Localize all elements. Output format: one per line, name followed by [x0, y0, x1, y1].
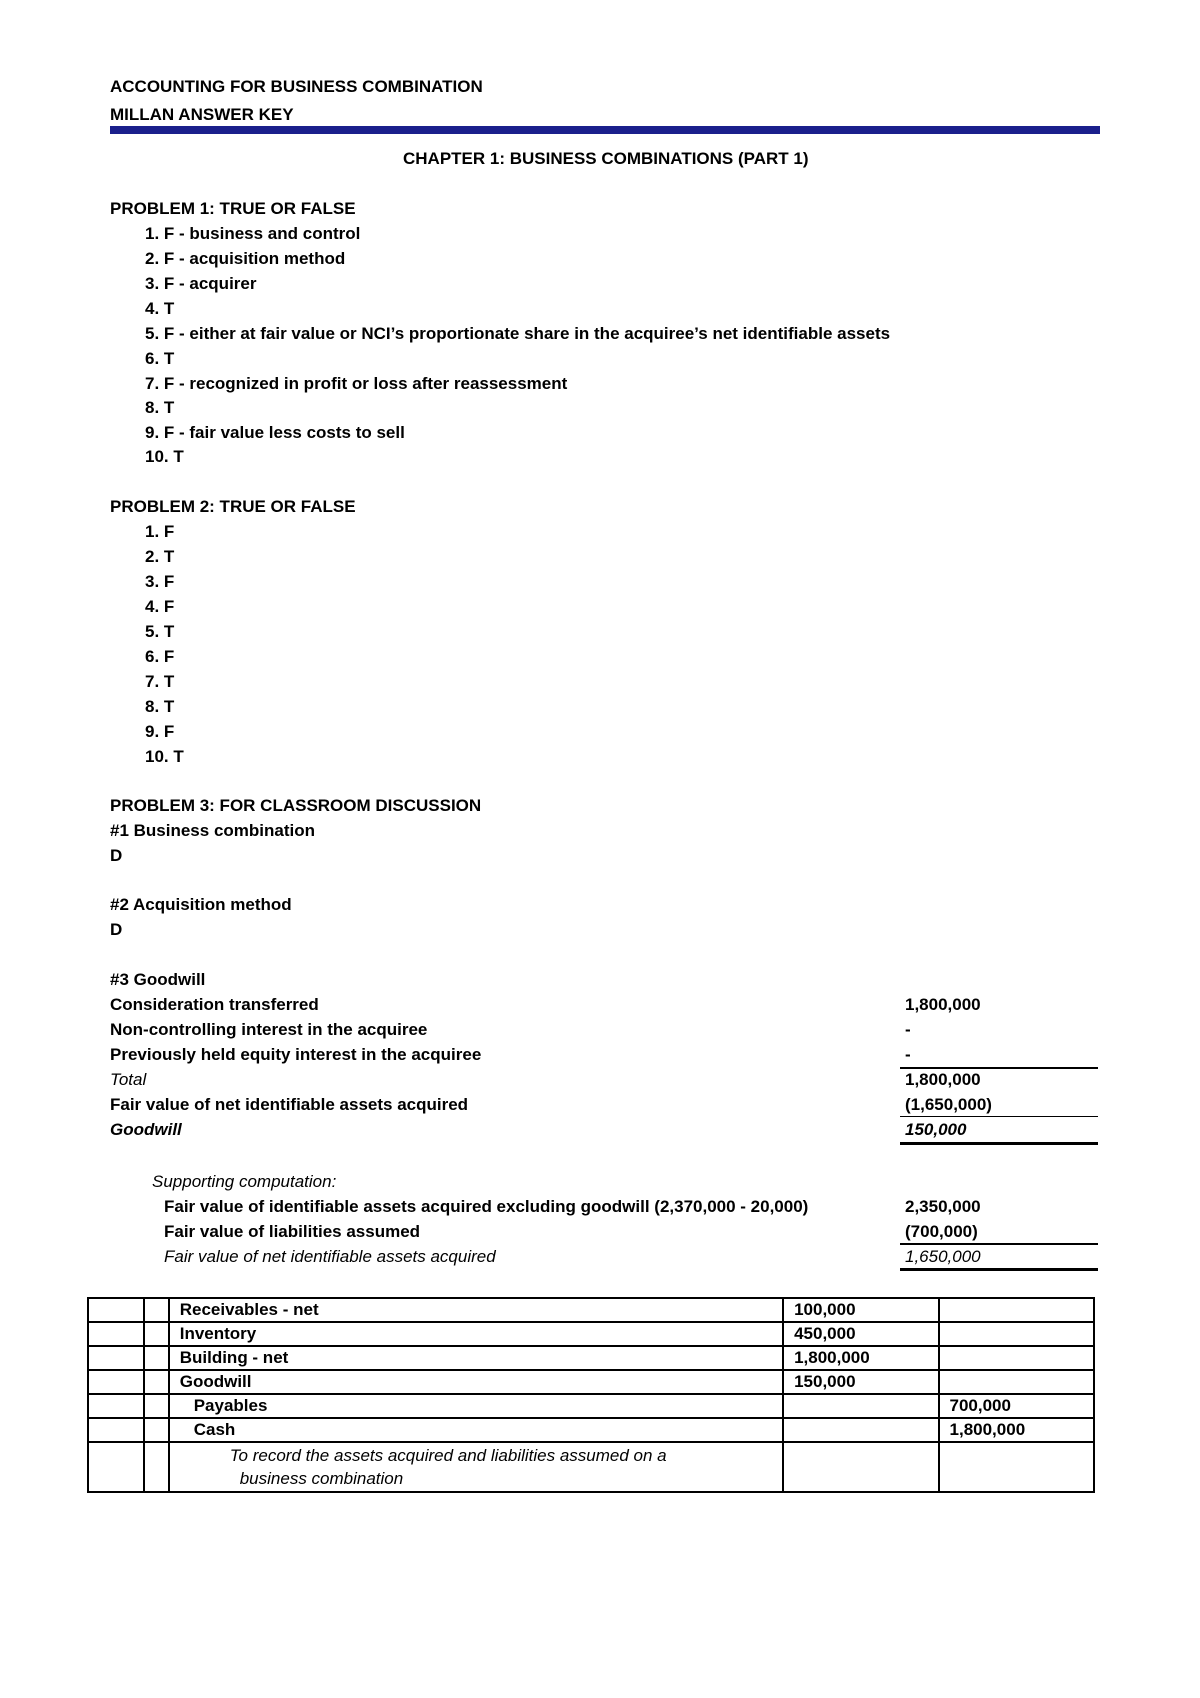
problem1-item: 4. T [145, 299, 175, 318]
double-rule [900, 1142, 1098, 1145]
credit-cell [939, 1322, 1094, 1346]
supporting-row-value: (700,000) [905, 1222, 978, 1241]
subtotal-rule [900, 1243, 1098, 1245]
date-cell [88, 1394, 144, 1418]
ref-cell [144, 1298, 169, 1322]
credit-cell [939, 1346, 1094, 1370]
problem1-item: 10. T [145, 447, 184, 466]
date-cell [88, 1442, 144, 1492]
question-label: #1 Business combination [110, 821, 315, 840]
date-cell [88, 1418, 144, 1442]
problem3-title: PROBLEM 3: FOR CLASSROOM DISCUSSION [110, 796, 482, 815]
table-row [88, 1370, 1094, 1394]
problem2-item: 3. F [145, 572, 175, 591]
date-cell [88, 1370, 144, 1394]
ref-cell [144, 1322, 169, 1346]
problem1-item: 6. T [145, 349, 175, 368]
date-cell [88, 1322, 144, 1346]
goodwill-row-value: 1,800,000 [905, 1070, 981, 1089]
double-rule [900, 1268, 1098, 1271]
problem1-item: 1. F - business and control [145, 224, 361, 243]
header-subtitle: MILLAN ANSWER KEY [110, 105, 294, 124]
goodwill-row-value: - [905, 1020, 911, 1039]
account-cell: Building - net [169, 1346, 783, 1370]
table-row [88, 1322, 1094, 1346]
table-row [88, 1418, 1094, 1442]
table-row [88, 1394, 1094, 1418]
ref-cell [144, 1370, 169, 1394]
problem2-item: 9. F [145, 722, 175, 741]
debit-cell: 150,000 [783, 1370, 938, 1394]
ref-cell [144, 1394, 169, 1418]
goodwill-row-value: 1,800,000 [905, 995, 981, 1014]
goodwill-row-label: Goodwill [110, 1120, 182, 1139]
subtotal-rule [900, 1067, 1098, 1069]
account-cell: Inventory [169, 1322, 783, 1346]
problem1-item: 8. T [145, 398, 175, 417]
ref-cell [144, 1442, 169, 1492]
credit-cell [939, 1298, 1094, 1322]
date-cell [88, 1346, 144, 1370]
question-label: #3 Goodwill [110, 970, 206, 989]
problem1-item: 9. F - fair value less costs to sell [145, 423, 405, 442]
goodwill-row-label: Fair value of net identifiable assets acquired [110, 1095, 469, 1114]
header-title: ACCOUNTING FOR BUSINESS COMBINATION [110, 77, 483, 96]
entry-description [169, 1442, 783, 1492]
supporting-title: Supporting computation: [152, 1172, 337, 1191]
problem2-item: 8. T [145, 697, 175, 716]
account-cell: Goodwill [169, 1370, 783, 1394]
goodwill-row-label: Total [110, 1070, 147, 1089]
credit-cell [939, 1442, 1094, 1492]
date-cell [88, 1298, 144, 1322]
debit-cell: 100,000 [783, 1298, 938, 1322]
question-answer: D [110, 920, 123, 939]
supporting-row-label: Fair value of identifiable assets acquired excluding goodwill (2,370,000 - 20,000) [164, 1197, 809, 1216]
question-answer: D [110, 846, 123, 865]
journal-entry-table [87, 1297, 1095, 1493]
subtotal-rule [900, 1116, 1098, 1117]
account-cell: Payables [169, 1394, 783, 1418]
problem2-item: 4. F [145, 597, 175, 616]
goodwill-row-label: Non-controlling interest in the acquiree [110, 1020, 428, 1039]
credit-cell: 1,800,000 [939, 1418, 1094, 1442]
description-line: To record the assets acquired and liabilities assumed on a [229, 1446, 667, 1465]
goodwill-row-value: - [905, 1045, 911, 1064]
debit-cell: 450,000 [783, 1322, 938, 1346]
supporting-row-label: Fair value of liabilities assumed [164, 1222, 421, 1241]
problem2-item: 6. F [145, 647, 175, 666]
ref-cell [144, 1346, 169, 1370]
question-label: #2 Acquisition method [110, 895, 292, 914]
problem2-title: PROBLEM 2: TRUE OR FALSE [110, 497, 356, 516]
problem2-item: 7. T [145, 672, 175, 691]
supporting-row-value: 2,350,000 [905, 1197, 981, 1216]
account-cell: Cash [169, 1418, 783, 1442]
problem2-item: 5. T [145, 622, 175, 641]
supporting-row-label: Fair value of net identifiable assets acquired [164, 1247, 496, 1266]
problem1-item: 5. F - either at fair value or NCI’s proportionate share in the acquiree’s net identifiable assets [145, 324, 891, 343]
credit-cell [939, 1370, 1094, 1394]
problem2-item: 2. T [145, 547, 175, 566]
problem1-title: PROBLEM 1: TRUE OR FALSE [110, 199, 356, 218]
debit-cell [783, 1442, 938, 1492]
problem2-item: 10. T [145, 747, 184, 766]
goodwill-row-label: Previously held equity interest in the acquiree [110, 1045, 482, 1064]
debit-cell: 1,800,000 [783, 1346, 938, 1370]
debit-cell [783, 1418, 938, 1442]
header-rule [110, 126, 1100, 134]
goodwill-row-value: (1,650,000) [905, 1095, 992, 1114]
table-row [88, 1298, 1094, 1322]
problem1-item: 7. F - recognized in profit or loss after reassessment [145, 374, 568, 393]
debit-cell [783, 1394, 938, 1418]
goodwill-row-value: 150,000 [905, 1120, 967, 1139]
ref-cell [144, 1418, 169, 1442]
goodwill-row-label: Consideration transferred [110, 995, 319, 1014]
description-line: business combination [239, 1469, 404, 1488]
problem1-item: 3. F - acquirer [145, 274, 257, 293]
table-row [88, 1346, 1094, 1370]
chapter-title: CHAPTER 1: BUSINESS COMBINATIONS (PART 1) [403, 149, 809, 168]
account-cell: Receivables - net [169, 1298, 783, 1322]
credit-cell: 700,000 [939, 1394, 1094, 1418]
problem1-item: 2. F - acquisition method [145, 249, 346, 268]
problem2-item: 1. F [145, 522, 175, 541]
supporting-row-value: 1,650,000 [905, 1247, 981, 1266]
table-row [88, 1442, 1094, 1492]
